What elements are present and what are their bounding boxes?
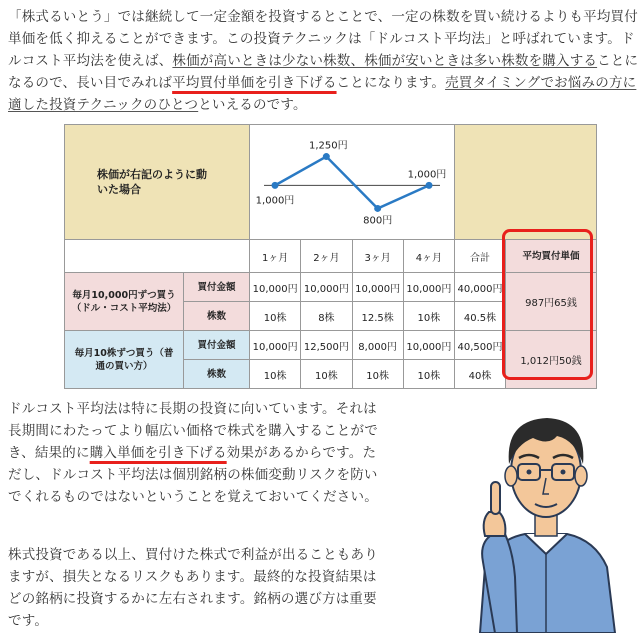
- header-blank-cell: [455, 125, 597, 240]
- man-pointing-illustration: [455, 402, 635, 633]
- plan-b-shares-m3: 10株: [352, 360, 403, 389]
- intro-paragraph: [8, 6, 640, 116]
- plan-a-shares-m1: 10株: [250, 302, 301, 331]
- plan-b-shares-m4: 10株: [403, 360, 454, 389]
- intro-text-4: といえるのです。: [198, 97, 307, 113]
- plan-b-amount-m1: 10,000円: [250, 331, 301, 360]
- col-header-month-1: 1ヶ月: [250, 240, 301, 273]
- header-empty-cell: [65, 240, 250, 273]
- plan-a-amount-label: 買付金額: [184, 273, 250, 302]
- price-point-3: [374, 205, 381, 212]
- long-term-text-2: 効果があるからです。ただし、ドルコスト平均法は個別銘柄の株価変動リスクを防いでくれるものではないということを覚えておいてください。: [8, 445, 378, 505]
- plan-a-amount-total: 40,000円: [455, 273, 506, 302]
- plan-a-amount-m2: 10,000円: [301, 273, 352, 302]
- plan-b-amount-m4: 10,000円: [403, 331, 454, 360]
- plan-a-shares-m2: 8株: [301, 302, 352, 331]
- plan-a-shares-label: 株数: [184, 302, 250, 331]
- plan-a-amount-m3: 10,000円: [352, 273, 403, 302]
- col-header-average: 平均買付単価: [506, 240, 597, 273]
- long-term-paragraph: [8, 398, 380, 508]
- col-header-month-4: 4ヶ月: [403, 240, 454, 273]
- intro-text-1: 「株式るいとう」では継続して一定金額を投資するとことで、一定の株数を買い続けるよりも平均買付単価を低く抑えることができます。この投資テクニックは「ドルコスト平均法」と呼ばれています。ドルコスト平均法を使えば、: [8, 9, 638, 69]
- price-label-2: 1,250円: [309, 140, 348, 152]
- plan-b-amount-m2: 12,500円: [301, 331, 352, 360]
- intro-emphasis-1: 株価が高いときは少ない株数、株価が安いときは多い株数を購入する: [172, 53, 598, 69]
- scenario-label: 株価が右記のように動いた場合: [97, 168, 207, 196]
- plan-a-amount-m4: 10,000円: [403, 273, 454, 302]
- plan-b-average: 1,012円50銭: [506, 331, 597, 389]
- price-point-2: [323, 153, 330, 160]
- price-label-4: 1,000円: [407, 169, 447, 181]
- plan-b-amount-m3: 8,000円: [352, 331, 403, 360]
- plan-a-shares-m3: 12.5株: [352, 302, 403, 331]
- price-series-line: [275, 157, 429, 209]
- plan-a-average: 987円65銭: [506, 273, 597, 331]
- price-chart: [250, 125, 454, 236]
- col-header-month-2: 2ヶ月: [301, 240, 352, 273]
- risk-paragraph: 株式投資である以上、買付けた株式で利益が出ることもありますが、損失となるリスクもあります。最終的な投資結果はどの銘柄に投資するかに左右されます。銘柄の選び方は重要です。: [8, 547, 378, 629]
- plan-a-shares-m4: 10株: [403, 302, 454, 331]
- average-price-highlight-box: [502, 229, 593, 380]
- scenario-label-cell: [65, 125, 250, 240]
- col-header-month-3: 3ヶ月: [352, 240, 403, 273]
- plan-a-shares-total: 40.5株: [455, 302, 506, 331]
- intro-highlight-average-price: 平均買付単価を引き下げる: [172, 75, 337, 91]
- price-point-1: [272, 182, 279, 189]
- plan-b-shares-label: 株数: [184, 360, 250, 389]
- plan-b-amount-label: 買付金額: [184, 331, 250, 360]
- plan-a-label: 毎月10,000円ずつ買う（ドル・コスト平均法）: [65, 273, 184, 331]
- col-header-total: 合計: [455, 240, 506, 273]
- plan-b-shares-total: 40株: [455, 360, 506, 389]
- price-label-1: 1,000円: [255, 195, 295, 207]
- price-label-3: 800円: [363, 215, 393, 227]
- intro-text-2: ことになるので、長い目でみれば: [8, 53, 639, 91]
- price-point-4: [426, 182, 433, 189]
- intro-emphasis-2: 売買タイミングでお悩みの方に適した投資テクニックのひとつ: [8, 75, 637, 113]
- plan-b-shares-m2: 10株: [301, 360, 352, 389]
- plan-b-amount-total: 40,500円: [455, 331, 506, 360]
- plan-b-shares-m1: 10株: [250, 360, 301, 389]
- price-chart-cell: [250, 125, 455, 240]
- plan-a-amount-m1: 10,000円: [250, 273, 301, 302]
- long-term-text-1: ドルコスト平均法は特に長期の投資に向いています。それは長期間にわたってより幅広い価格で株式を購入することができ、結果的に: [8, 401, 378, 461]
- plan-b-label: 毎月10株ずつ買う（普通の買い方）: [65, 331, 184, 389]
- long-term-highlight: 購入単価を引き下げる: [89, 445, 227, 461]
- intro-text-3: ことになります。: [336, 75, 446, 91]
